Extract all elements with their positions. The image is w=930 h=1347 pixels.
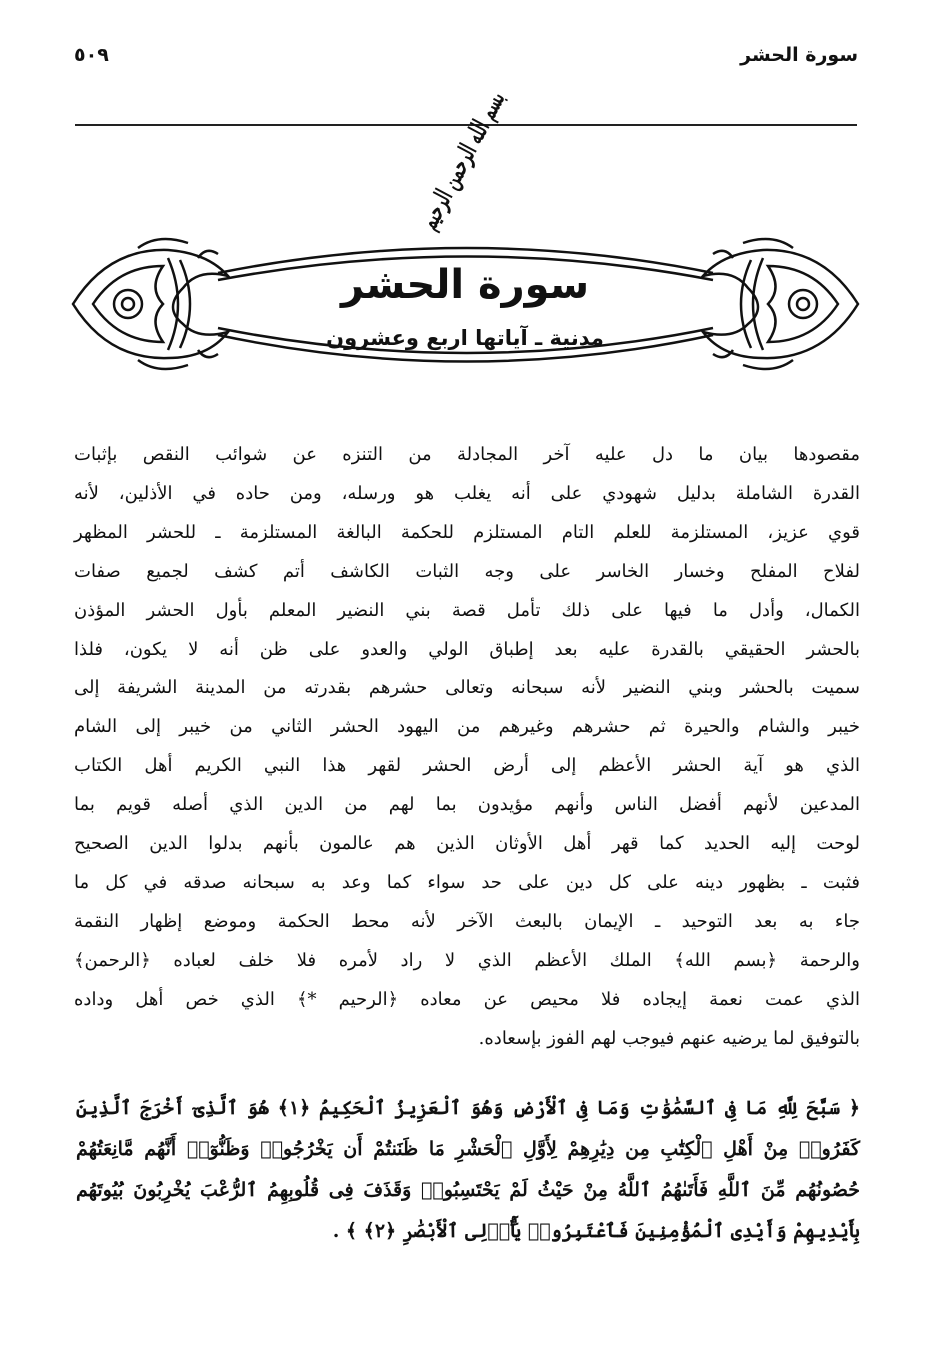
text-line: والرحمة ﴿بسم الله﴾ الملك الأعظم الذي لا راد لأمره فلا خلف لعباده ﴿الرحمن﴾ <box>74 949 860 971</box>
quran-verses <box>76 1088 860 1252</box>
text-line: الذي هو آية الحشر الأعظم إلى أرض الحشر لقهر هذا النبي الكريم أهل الكتاب <box>74 755 861 777</box>
text-line: القدرة الشاملة بدليل شهودي على أنه يغلب هو ورسله، ومن حاده في الأذلين، لأنه <box>74 482 860 504</box>
text-line: مقصودها بيان ما دل عليه آخر المجادلة من التنزه عن شوائب النقص بإثبات <box>74 444 860 465</box>
verse-line: بِأَيْدِيهِمْ وَأَيْدِى ٱلْمُؤْمِنِينَ فَٱعْتَبِرُوا۟ يَٰٓأُو۟لِى ٱلْأَبْصَٰرِ ﴿٢﴾ ﴾ . <box>332 1220 860 1242</box>
verse-line: حُصُونُهُم مِّنَ ٱللَّهِ فَأَتَىٰهُمُ ٱللَّهُ مِنْ حَيْثُ لَمْ يَحْتَسِبُوا۟ وَقَذَفَ فِى قُلُوبِهِمُ ٱلرُّعْبَ يُخْرِبُونَ بُيُوتَهُم <box>76 1179 860 1201</box>
text-line: فثبت ـ بظهور دينه على كل دين على حد سواء كما وعد به سبحانه صدقه في كل ما <box>74 871 860 893</box>
text-line: المدعين لأنهم أفضل الناس وأنهم مؤيدون بما لهم من الدين الذي أصله قويم بما <box>74 794 860 816</box>
page-number: ٥٠٩ <box>74 44 109 66</box>
verse-line: كَفَرُوا۟ مِنْ أَهْلِ ٱلْكِتَٰبِ مِن دِيَٰرِهِمْ لِأَوَّلِ ٱلْحَشْرِ مَا ظَنَنتُمْ أَن يَخْرُجُوا۟ وَظَنُّوٓا۟ أَنَّهُم مَّانِعَتُهُمْ <box>76 1138 860 1160</box>
bismillah-text: بسم الله الرحمن الرحيم <box>413 85 511 234</box>
text-line: بالحشر الحقيقي بالقدرة عليه بعد إطباق الولي والعدو على ظن أنه لا يكون، فلذا <box>74 638 860 660</box>
text-line: قوي عزيز، المستلزمة للعلم التام المستلزم للحكمة البالغة المستلزمة ـ للحشر المظهر <box>74 521 860 543</box>
text-line: لوحت إليه الحديد كما قهر أهل الأوثان الذين هم عالمون بأنهم بدلوا الدين الصحيح <box>74 833 860 855</box>
bismillah-calligraphy <box>395 85 535 234</box>
running-head-surah-name: سورة الحشر <box>740 44 858 66</box>
text-line: سميت بالحشر وبني النضير لأنه سبحانه وتعالى حشرهم بقدرته من المدينة الشريفة إلى <box>74 677 860 699</box>
text-line: لفلاح المفلح وخسار الخاسر على وجه الثبات الكاشف أتم كشف لجميع صفات <box>74 560 860 582</box>
text-line: الذي عمت نعمة إيجاده فلا محيص عن معاده ﴿الرحيم *﴾ الذي خص أهل وداده <box>74 988 860 1010</box>
text-line: بالتوفيق لما يرضيه عنهم فيوجب لهم الفوز بإسعاده. <box>478 1027 860 1049</box>
surah-subtitle: مدنية ـ آياتها اربع وعشرون <box>326 326 604 350</box>
intro-paragraph <box>74 436 860 1059</box>
verse-line: ﴿ سَبَّحَ لِلَّهِ مَا فِى ٱلسَّمَٰوَٰتِ وَمَا فِى ٱلْأَرْضِ وَهُوَ ٱلْعَزِيزُ ٱلْحَكِيمُ ﴿١﴾ هُوَ ٱلَّذِىٓ أَخْرَجَ ٱلَّذِينَ <box>76 1097 860 1119</box>
text-line: جاء به بعد التوحيد ـ الإيمان بالبعث الآخر لأنه محط الحكمة وموضع إظهار النقمة <box>74 910 860 932</box>
surah-title: سورة الحشر <box>340 262 590 308</box>
text-line: خيبر والشام والحيرة ثم حشرهم وغيرهم من اليهود الحشر الثاني من خيبر إلى الشام <box>74 716 860 738</box>
text-line: الكمال، وأدل ما فيها على ذلك تأمل قصة بني النضير المعلم بأول الحشر المؤذن <box>74 599 860 621</box>
